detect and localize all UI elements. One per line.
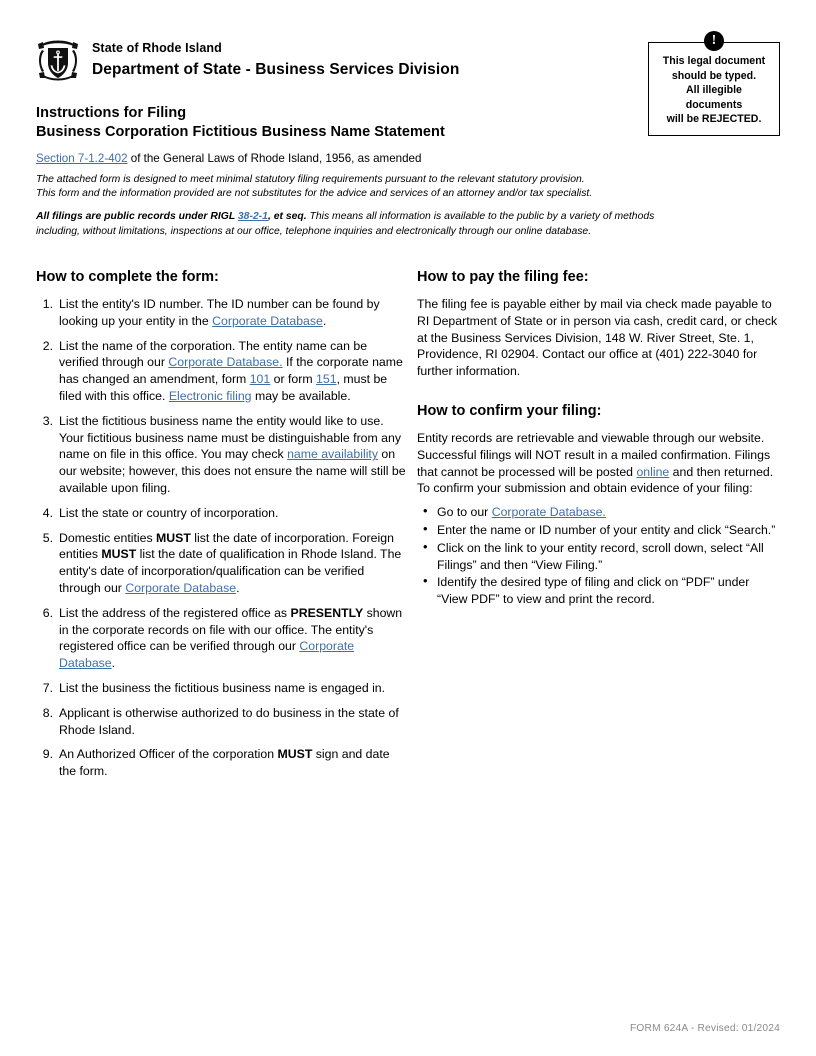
step-text — [59, 706, 399, 737]
notice-line: should be typed. — [671, 69, 757, 82]
state-name: State of Rhode Island — [92, 41, 222, 55]
emphasis-text: MUST — [277, 747, 313, 762]
inline-link[interactable]: name availability — [287, 447, 378, 462]
step-text — [59, 606, 402, 670]
text-run: . — [111, 656, 116, 671]
confirm-step-text — [437, 541, 764, 572]
inline-link[interactable]: online — [636, 464, 670, 479]
text-run: Identify the desired type of filing and click on “PDF” under “View PDF” to view and print the record. — [437, 575, 750, 607]
text-run: Go to our — [437, 505, 492, 520]
bullet-marker: • — [423, 538, 428, 554]
rhode-island-state-seal-icon — [36, 36, 80, 86]
public-records-notice — [36, 210, 686, 239]
text-run: and then returned. To confirm your submission and obtain evidence of your filing: — [417, 464, 774, 496]
notice-line: All illegible — [686, 84, 742, 97]
step-number: 9. — [42, 747, 53, 762]
confirm-step-text — [437, 575, 749, 606]
inline-link[interactable]: Corporate Database — [212, 313, 323, 328]
text-run: List the business the fictitious business name is engaged in. — [59, 680, 386, 695]
page-title — [36, 104, 445, 142]
step-text — [59, 681, 385, 695]
department-name: Department of State - Business Services Division — [92, 61, 460, 78]
step-number: 7. — [42, 680, 53, 695]
public-records-lead-tail: , et seq. — [267, 211, 307, 222]
confirm-step-text — [437, 523, 775, 537]
step-number: 6. — [42, 605, 53, 620]
text-run: List the fictitious business name the entity would like to use. Your fictitious business name must be distinguishable from any name on file in this office. You may check — [59, 413, 401, 462]
text-run: or form — [270, 372, 317, 387]
inline-link[interactable]: Corporate Database — [59, 639, 355, 671]
legal-notice-box — [648, 42, 780, 136]
text-run: Click on the link to your entity record, scroll down, select “All Filings” and then “View Filing.” — [437, 540, 764, 572]
statute-reference — [36, 151, 421, 167]
form-footer: FORM 624A - Revised: 01/2024 — [630, 1023, 780, 1034]
text-run: shown in the corporate records on file with our office. The entity's registered office can be verified through our — [59, 605, 403, 654]
step-number: 8. — [42, 705, 53, 720]
complete-form-steps — [36, 296, 406, 780]
inline-link[interactable]: Corporate Database. — [168, 355, 283, 370]
title-line-1: Instructions for Filing — [36, 105, 187, 121]
statute-link[interactable]: Section 7-1.2-402 — [36, 152, 128, 165]
text-run: List the entity's ID number. The ID number can be found by looking up your entity in the — [59, 297, 380, 328]
notice-line: will be REJECTED. — [666, 113, 762, 126]
instruction-step — [36, 530, 406, 597]
instruction-step — [36, 605, 406, 672]
text-run: on our website; however, this does not ensure the name will still be available upon filing. — [59, 447, 406, 495]
exclamation-circle-icon: ! — [704, 31, 724, 51]
emphasis-text: PRESENTLY — [290, 605, 364, 620]
instruction-step — [36, 338, 406, 405]
public-records-lead: All filings are public records under RIGL — [36, 211, 238, 222]
text-run: List the name of the corporation. The entity name can be verified through our — [59, 338, 368, 370]
legal-notice-callout — [648, 33, 780, 136]
document-header — [36, 36, 459, 86]
pay-fee-body: The filing fee is payable either by mail via check made payable to RI Department of State or in person via cash, credit card, or check at the Business Services Division, 148 W. River Street, Ste. 1, Providence, RI 02904. Contact our office at (401) 222-3040 for further information. — [417, 297, 778, 379]
instruction-step — [36, 505, 406, 522]
text-run: List the address of the registered office as — [59, 605, 291, 620]
step-number: 2. — [42, 338, 53, 353]
emphasis-text: MUST — [156, 530, 191, 545]
text-run: . — [322, 313, 327, 328]
confirm-step — [417, 522, 782, 539]
step-text — [59, 531, 401, 595]
inline-link[interactable]: 151 — [316, 372, 337, 387]
step-number: 5. — [42, 530, 53, 545]
notice-line: This legal document — [662, 55, 766, 67]
text-run: Entity records are retrievable and viewable through our website. Successful filings will NOT result in a mailed confirmation. Filings that cannot be processed will be posted — [417, 430, 771, 479]
text-run: Applicant is otherwise authorized to do business in the state of Rhode Island. — [59, 705, 399, 737]
instruction-step — [36, 413, 406, 497]
instruction-step — [36, 296, 406, 330]
instruction-step — [36, 705, 406, 739]
step-text — [59, 506, 278, 520]
step-number: 4. — [42, 505, 53, 520]
confirm-step — [417, 504, 782, 521]
text-run: sign and date the form. — [59, 747, 390, 779]
confirm-step — [417, 574, 782, 608]
step-text — [59, 414, 406, 495]
inline-link[interactable]: Corporate Database — [125, 580, 237, 595]
confirm-step — [417, 540, 782, 574]
text-run: may be available. — [251, 388, 351, 403]
bullet-marker: • — [423, 520, 428, 536]
text-run: . — [236, 580, 240, 595]
text-run: list the date of incorporation. Foreign entities — [59, 530, 394, 562]
bullet-marker: • — [423, 503, 428, 519]
disclaimer-text — [36, 173, 636, 200]
disclaimer-line-1: The attached form is designed to meet minimal statutory filing requirements pursuant to the relevant statutory provision. — [36, 174, 585, 185]
step-number: 1. — [42, 297, 53, 311]
rigl-38-2-1-link[interactable]: 38-2-1 — [237, 211, 268, 222]
complete-form-heading: How to complete the form: — [36, 269, 219, 285]
confirm-step-text — [437, 505, 606, 519]
text-run: An Authorized Officer of the corporation — [59, 747, 278, 762]
text-run: Domestic entities — [59, 530, 157, 545]
left-column — [36, 268, 406, 788]
step-text — [59, 297, 380, 328]
public-records-body: This means all information is available to the public by a variety of methods including, without limitations, inspections at our office, telephone inquiries and electronically through our online database. — [36, 211, 655, 237]
text-run: List the state or country of incorporation. — [59, 505, 279, 520]
disclaimer-line-2: This form and the information provided are not substitutes for the advice and services of an attorney and/or tax specialist. — [36, 187, 593, 199]
agency-name-block — [92, 36, 459, 80]
emphasis-text: MUST — [101, 547, 137, 562]
confirm-filing-heading: How to confirm your filing: — [417, 402, 602, 419]
confirm-filing-bullets — [417, 504, 782, 608]
step-text — [59, 747, 390, 778]
step-number: 3. — [42, 413, 53, 428]
inline-link[interactable]: Electronic filing — [168, 388, 252, 403]
text-run: , must be filed with this office. — [59, 372, 388, 403]
notice-line: documents — [685, 98, 743, 111]
instruction-step — [36, 680, 406, 697]
bullet-marker: • — [423, 573, 428, 589]
step-text — [59, 339, 403, 403]
text-run: list the date of qualification in Rhode Island. The entity's date of incorporation/qualification can be verified through our — [59, 547, 402, 595]
right-column — [417, 268, 782, 609]
statute-reference-text: of the General Laws of Rhode Island, 1956, as amended — [127, 152, 422, 165]
instruction-step — [36, 746, 406, 780]
text-run: Enter the name or ID number of your entity and click “Search.” — [437, 522, 776, 537]
confirm-filing-intro — [417, 430, 782, 497]
inline-link[interactable]: Corporate Database. — [491, 505, 606, 520]
inline-link[interactable]: 101 — [249, 372, 271, 387]
pay-fee-heading: How to pay the filing fee: — [417, 269, 589, 285]
title-line-2: Business Corporation Fictitious Business Name Statement — [36, 124, 445, 140]
text-run: If the corporate name has changed an amendment, form — [59, 355, 403, 387]
